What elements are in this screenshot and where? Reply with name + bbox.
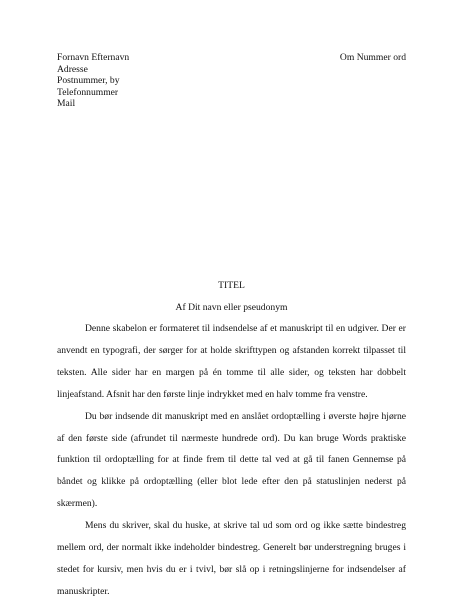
author-contact-block <box>57 52 129 110</box>
paragraph: Denne skabelon er formateret til indsendelse af et manuskript til en udgiver. Der er anvendt en typografi, der sørger for at holde skrifttypen og afstanden korrekt tilpasset til teksten. Alle sider har en margen på én tomme til alle sider, og teksten har dobbelt linjeafstand. Afsnit har den første linje indrykket med en halv tomme fra venstre. <box>57 323 406 400</box>
author-postal: Postnummer, by <box>57 75 120 87</box>
author-phone: Telefonnummer <box>57 86 119 98</box>
word-count: Om Nummer ord <box>339 52 406 63</box>
author-name: Fornavn Efternavn <box>57 52 130 63</box>
paragraph: Mens du skriver, skal du huske, at skrive tal ud som ord og ikke sætte bindestreg mellem ord, der normalt ikke indeholder bindestreg. Generelt bør understregning bruges i stedet for kursiv, men hvis du er i tvivl, bør slå op i retningslinjerne for indsendelser af manuskripter. <box>57 520 406 597</box>
manuscript-byline: Af Dit navn eller pseudonym <box>175 302 288 313</box>
manuscript-title: TITEL <box>218 280 245 291</box>
paragraph: Du bør indsende dit manuskript med en anslået ordoptælling i øverste højre hjørne af den første side (afrundet til nærmeste hundrede ord). Du kan bruge Words praktiske funktion til ordoptælling for at finde frem til dette tal ved at gå til fanen Gennemse på båndet og klikke på ordoptælling (eller blot lede efter den på statuslinjen nederst på skærmen). <box>57 410 406 510</box>
author-mail: Mail <box>57 98 76 110</box>
manuscript-body <box>57 318 406 603</box>
author-address: Adresse <box>57 63 88 75</box>
